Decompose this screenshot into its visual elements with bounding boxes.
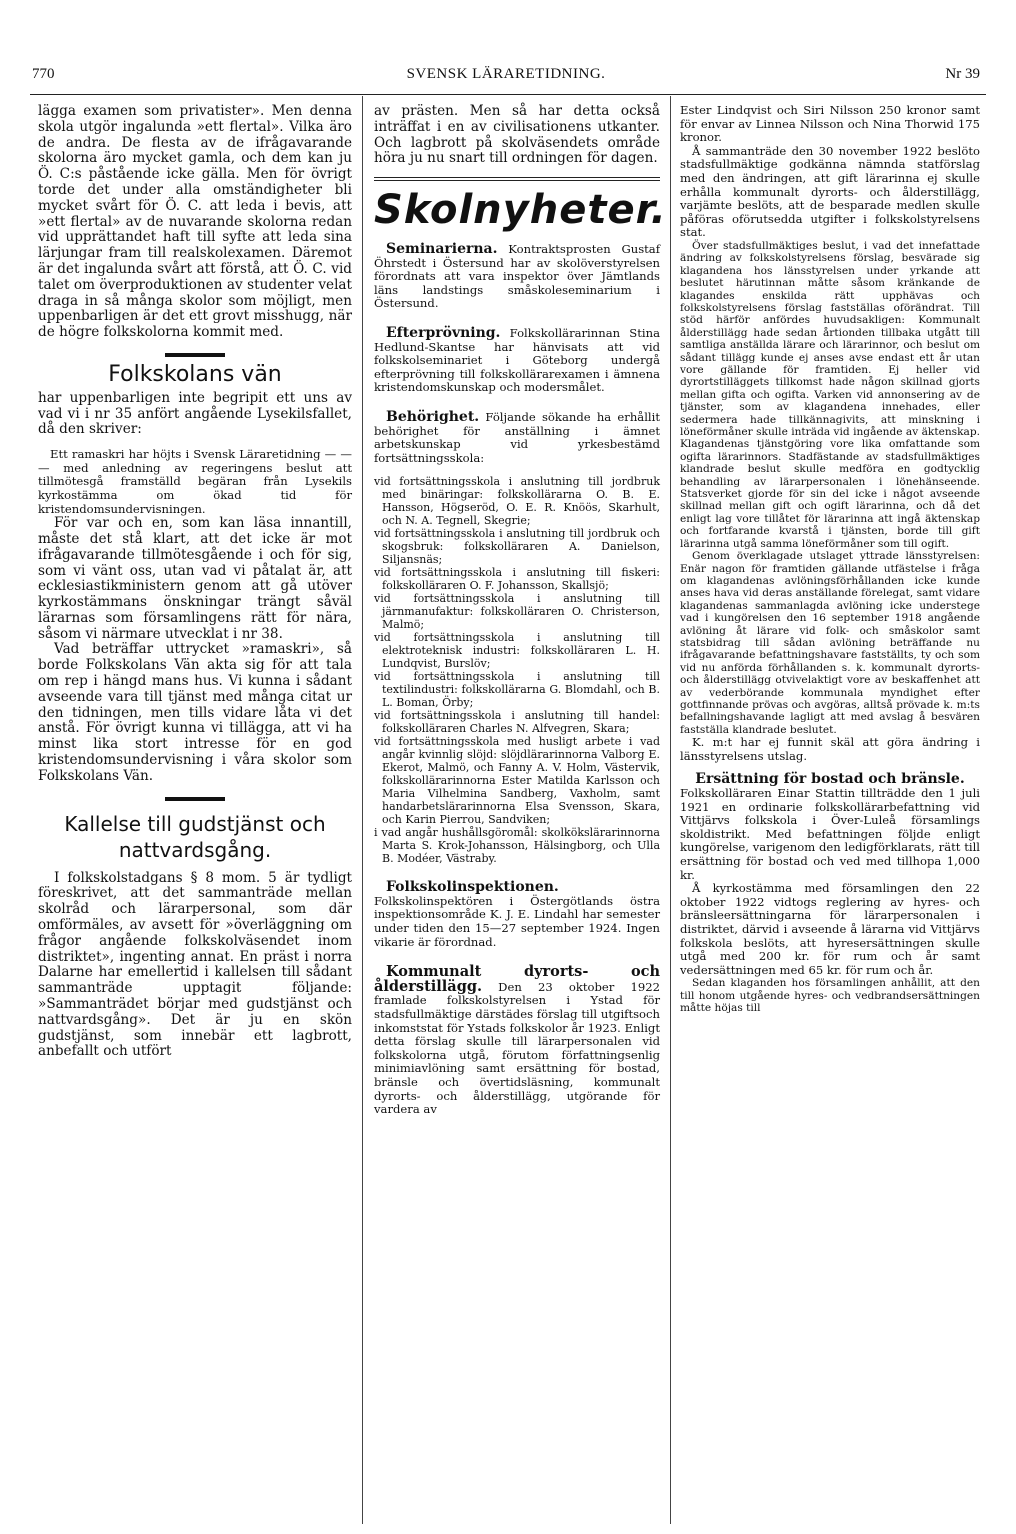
double-rule (374, 177, 660, 181)
heading-kallelse: Kallelse till gudstjänst och nattvardsgång. (64, 811, 326, 862)
list-item: vid fortsättningsskola i anslutning till fiskeri: folkskolläraren O. F. Johansson, Skallsjö; (374, 566, 660, 593)
column-2 (374, 103, 667, 1117)
news-text: Folkskolläraren Einar Stattin tillträdde den 1 juli 1921 en ordinarie folkskollärarbefattning vid Vittjärvs folkskola i Över-Luleå församlings skoldistrikt. Med befattningen följde enligt kungörelse, varigenom den ledigförklarats, rätt till ersättning för bostad och ved med tillhopa 1,000 kr. (680, 785, 980, 882)
col3-paragraph-4: Genom överklagade utslaget yttrade länsstyrelsen: Enär nagon för framtiden gällande utfästelse i fråga om klagandenas avlöningsförhållanden icke kunde anses hava vid deras anställande förelegat, samt vidare klagandenas sammanlagda avlöning icke understege vad i kungörelsen den 16 september 1918 angående avlöning åt lärare vid folk- och småskolor samt statsbidrag till sådan avlöning beträffande nu ifrågavarande befattningshavare fastställts, ty och som vid nu anförda förhållanden s. k. kommunalt dyrorts- och ålderstillägg otvivelaktigt vore av beskaffenhet att av vederbörande kommunala myndighet efter gottfinnande prövas och avgöras, alltså prövade k. m:ts befallningshavande lagligt att med avslag å besvären fastställa klandrade beslutet. (680, 550, 980, 736)
col3-paragraph-3: Över stadsfullmäktiges beslut, i vad det innefattade ändring av folkskolstyrelsens förslag, besvärade sig klagandena hos länsstyrelsen under yrkande att beslutet härutinnan måtte såsom kränkande de klagandes enskilda rätt upphävas och folkskolstyrelsens förslag fastställas oförändrat. Till stöd härför anfördes huvudsakligen: Kommunalt ålderstillägg hade sedan årtionden tillbaka utgått till samtliga anställda lärare och lärarinnor, och beslut om sådant tillägg kunde ej anses avse endast ett år utan vore gällande för framtiden. Ej heller vid dyrortstilläggets tillkomst hade någon skillnad gjorts mellan gifta och ogifta. Varken vid annonsering av de tjänster, som av klagandena innehades, eller sedermera hade tillkännagivits, att minskning i löneförmåner skulle inträda vid ingående av äktenskap. Klagandenas tjänstgöring vore lika omfattande som ogifta lärarinnors. Stadfästande av stadsfullmäktiges klandrade beslut skulle medföra en godtycklig behandling av lärarpersonalen i lönehänseende. Statsverket gjorde för sin del icke i något avseende skillnad mellan gift och ogift lärarinna, och då det enligt lag vore tillåtet för lärarinna att ingå äktenskap och fortfarande kvarstå i tjänsten, borde till gift lärarinna utgå samma löneförmåner som till ogift. (680, 239, 980, 550)
list-item: vid fortsättningsskola i anslutning till elektroteknisk industri: folkskolläraren L. H. Lundqvist, Burslöv; (374, 631, 660, 671)
col2-paragraph-1: av prästen. Men så har detta också inträffat i en av civilisationens utkanter. Och lagbrott på skolväsendets område höra ju nu snart till ordningen för dagen. (374, 103, 660, 167)
quote-text: Ett ramaskri har höjts i Svensk Läraretidning — — — med anledning av regeringens beslut att tillmötesgå framställd begäran från Lysekils kyrkostämma om ökad tid för kristendomsundervisningen. (38, 447, 352, 516)
news-heading: Kommunalt dyrorts- och ålderstillägg. (374, 963, 660, 995)
news-efterprovning (374, 324, 660, 395)
col3-paragraph-6: Å kyrkostämma med församlingen den 22 oktober 1922 vidtogs reglering av hyres- och bränsleersättningarna för lärarpersonalen i distriktet, därvid i avseende å lärarna vid Vittjärvs folkskola beslöts, att hyresersättningen skulle utgå med 200 kr. för rum och år samt vedersättningen med 65 kr. för rum och år. (680, 881, 980, 977)
column-3 (680, 104, 980, 1015)
news-heading: Folkskolinspektionen. (386, 879, 559, 896)
column-rule-2 (670, 96, 671, 1524)
list-item: vid fortsättningsskola i anslutning till järnmanufaktur: folkskolläraren O. Christerson, Malmö; (374, 592, 660, 632)
col1-paragraph-5: I folkskolstadgans § 8 mom. 5 är tydligt föreskrivet, att det sammanträde mellan skolråd och lärarpersonal, som där omförmäles, av avsett för »överläggning om frågor angående folkskolväsendet inom distriktet», ingenting annat. En präst i norra Dalarne har emellertid i kallelsen till sådant sammanträde upptagit följande: »Sammanträdet börjar med gudstjänst och nattvardsgång». Det är ju en skön gudstjänst, som innebär ett lagbrott, anbefallt och utfört (38, 869, 352, 1060)
news-text: Den 23 oktober 1922 framlade folkskolstyrelsen i Ystad för stadsfullmäktige därstädes förslag till utgiftsoch inkomststat för Ystads folkskolor år 1923. Enligt detta förslag skulle till lärarpersonalen vid folkskolorna utgå, förutom författningsenlig minimiavlöning samt ersättning för bostad, bränsle och övertidsläsning, kommunalt dyrorts- och ålderstillägg, utgörande för vardera av (374, 979, 660, 1117)
news-behorighet (374, 408, 660, 866)
page-number: 770 (32, 66, 55, 82)
column-rule-1 (362, 96, 363, 1524)
news-heading: Efterprövning. (386, 324, 501, 341)
journal-title: SVENSK LÄRARETIDNING. (406, 66, 606, 82)
column-1 (38, 104, 352, 1060)
news-ersattning (680, 773, 980, 882)
section-masthead: Skolnyheter. (374, 187, 667, 234)
col1-paragraph-4: Vad beträffar uttrycket »ramaskri», så borde Folkskolans Vän akta sig för att tala om rep i hängd mans hus. Vi kunna i sådant avseende vara till tjänst med många citat ur den tidningen, men tills vidare låta vi det anstå. För övrigt kunna vi tillägga, att vi ha minst lika stort intresse för en god kristendomsundervisning i våra skolor som Folkskolans Vän. (38, 641, 352, 784)
col3-paragraph-1: Ester Lindqvist och Siri Nilsson 250 kronor samt för envar av Linnea Nilsson och Nina Thorwid 175 kronor. (680, 103, 980, 145)
heading-folkskolans-van: Folkskolans vän (108, 361, 282, 387)
col1-paragraph-1: lägga examen som privatister». Men denna skola utgör ingalunda »ett flertal». Vilka äro de andra. De flesta av de ifrågavarande skolorna äro mycket gamla, och dem kan ju Ö. C:s påstående icke gälla. Men för övrigt torde det under alla omständigheter bli mycket svårt för Ö. C. att leda i bevis, att »ett flertal» av de nuvarande skolorna redan vid upprättandet haft till syfte att leda sina lärjungar fram till realskolexamen. Däremot är det ingalunda svårt att förstå, att Ö. C. vid talet om överproduktionen av studenter velat draga in så många skolor som möjligt, men uppenbarligen är det ett grovt misshugg, när de högre folkskolorna kommit med. (38, 103, 352, 341)
news-heading: Seminarierna. (386, 240, 498, 257)
col1-paragraph-2: har uppenbarligen inte begripit ett uns av vad vi i nr 35 anfört angående Lysekilsfallet, då den skriver: (38, 389, 352, 438)
behorighet-list (374, 475, 660, 865)
separator (165, 353, 225, 357)
news-dyrortstillagg (374, 965, 660, 1117)
col1-paragraph-3: För var och en, som kan läsa innantill, måste det stå klart, att det icke är mot ifrågavarande tillmötesgående i och för sig, som vi vänt oss, utan vad vi påtalat är, att ecklesiastikministern genom att gå utöver kyrkostämmans önskningar trängt såväl lärarnas som församlingens rätt för nära, såsom vi närmare utvecklat i nr 38. (38, 515, 352, 642)
list-item: vid fortsättningsskola i anslutning till jordbruk och skogsbruk: folkskolläraren A. Danielson, Siljansnäs; (374, 527, 660, 567)
news-text: Folkskolinspektören i Östergötlands östra inspektionsområde K. J. E. Lindahl har semester under tiden den 15—27 september 1924. Ingen vikarie är förordnad. (374, 893, 660, 949)
news-heading: Behörighet. (386, 408, 480, 425)
page-header (28, 60, 984, 86)
list-item: vid fortsättningsskola i anslutning till jordbruk med binäringar: folkskollärarna O. B. E. Hansson, Högseröd, O. E. R. Knöös, Skarhult, och N. A. Tegnell, Skegrie; (374, 475, 660, 528)
news-seminarierna (374, 240, 661, 311)
quotation (38, 448, 352, 516)
separator (165, 797, 225, 801)
issue-number: Nr 39 (945, 66, 980, 82)
list-item: vid fortsättningsskola i anslutning till handel: folkskolläraren Charles N. Alfvegren, Skara; (374, 709, 660, 736)
news-text: Kontraktsprosten Gustaf Öhrstedt i Östersund har av skolöverstyrelsen förordnats att vara inspektor över Jämtlands läns landstings småskoleseminarium i Östersund. (374, 241, 661, 311)
list-item: i vad angår hushållsgöromål: skolkökslärarinnorna Marta S. Krok-Johansson, Hälsingborg, och Ulla B. Modéer, Västraby. (374, 826, 660, 866)
list-item: vid fortsättningsskola med husligt arbete i vad angår kvinnlig slöjd: slöjdlärarinnorna Valborg E. Ekerot, Malmö, och Fanny A. V. Holm, Västervik, folkskollärarinnorna Ester Matilda Karlsson och Maria Vilhelmina Sandberg, Vaxholm, samt handarbetslärarinnorna Elsa Svensson, Skara, och Karin Pierrou, Sandviken; (374, 735, 660, 827)
col3-paragraph-5: K. m:t har ej funnit skäl att göra ändring i länsstyrelsens utslag. (680, 735, 980, 763)
list-item: vid fortsättningsskola i anslutning till textilindustri: folkskollärarna G. Blomdahl, och B. L. Boman, Örby; (374, 670, 660, 710)
header-rule (30, 94, 986, 95)
col3-paragraph-2: Å sammanträde den 30 november 1922 beslöto stadsfullmäktige godkänna nämnda statförslag med den ändringen, att gift lärarinna ej skulle erhålla kommunalt dyrorts- och ålderstillägg, varjämte beslöts, att de besparade medlen skulle påföras oförutsedda utgifter i folkskolstyrelsens stat. (680, 143, 980, 240)
news-heading: Ersättning för bostad och bränsle. (695, 771, 965, 788)
news-text: Följande sökande ha erhållit behörighet för anställning i ämnet arbetskunskap vid yrkesbestämd fortsättningsskola: (374, 409, 660, 465)
col3-paragraph-7: Sedan klaganden hos församlingen anhållit, att den till honom utgående hyres- och vedbrandsersättningen måtte höjas till (680, 977, 980, 1015)
news-text: Folkskollärarinnan Stina Hedlund-Skantse har hänvisats att vid folkskolseminariet i Göteborg undergå efterprövning till folkskollärarexamen i ämnena kristendomskunskap och modersmålet. (374, 325, 660, 395)
news-folkskolinspektionen (374, 881, 660, 949)
